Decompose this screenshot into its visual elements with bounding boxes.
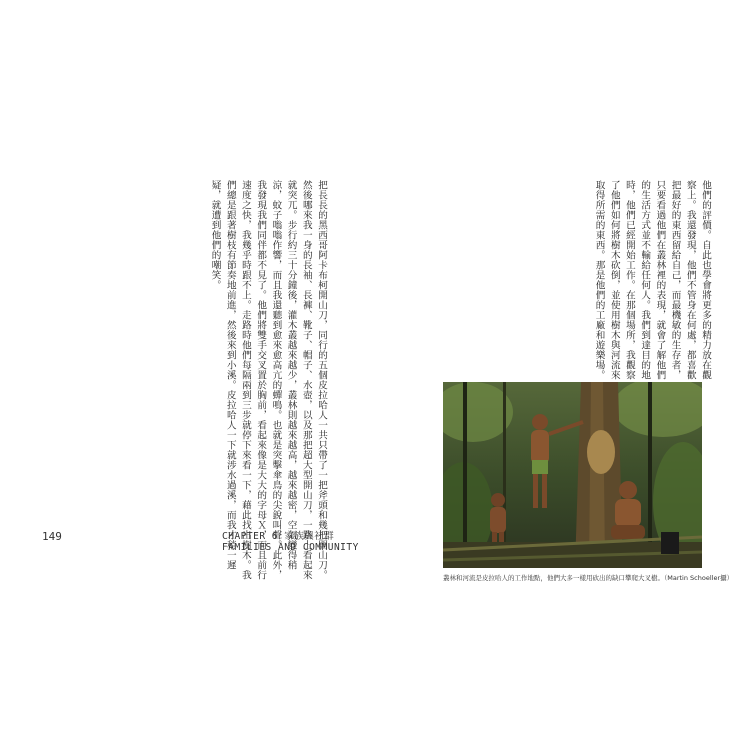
chapter-title-line: CHAPTER 6 家族與社群 xyxy=(222,531,335,542)
left-body-text: 把長長的黑西哥阿卡布柯開山刀，同行的五個皮拉哈人一共只帶了一把斧頭和幾把開山刀。然後哪來我一身的長袖、長褲、靴子、帽子、水壺，以及那把超大型開山刀，一路上看起來就突兀。步行約三十分鐘後，灌木叢越來越少，叢林則越來越高，越來越密，空氣變得稍涼，蚊子嗡嗡作響，而且我還聽到愈來愈高亢的蟬鳴。也就是突擊傘鳥的尖銳叫聲。此外，我發現我們同伴都不見了。他們將雙手交叉置於胸前，看起來像是大大的字母Ｘ，而且前行速度之快，我幾乎時跟不上。走路時他們每隔兩到三步就停下來看一下，藉此找出樹木。我們總是跟著樹枝有節奏地前進，然後來到小溪。皮拉哈人一下就涉水過溪，而我才稍一遲疑，就遭到他們的嘲笑。 xyxy=(209,180,327,580)
right-body-text: 他們的評價。自此也學會將更多的精力放在觀察上。我還發現，他們不管身在何處，都喜歡把最好的東西留給自己，而最機敏的生存者，只要看過他們在叢林裡的表現，就會了解他們的生活方式並不輸給任何人。我們到達目的地時，他們已經開始工作。在那個場所，我觀察了他們如何將樹木砍倒，並使用樹木與河流來取得所需的東西。那是他們的工廠和遊樂場。 xyxy=(593,180,711,380)
right-page xyxy=(403,60,734,690)
photo-caption: 叢林和河流是皮拉哈人的工作地點，他們大多一樣用砍出的缺口攀爬大叉樹。（Martin Schoeller攝） xyxy=(443,574,734,582)
chapter-subtitle-line: FAMILIES AND COMMUNITY xyxy=(222,542,359,553)
chapter-heading xyxy=(222,528,359,553)
page-number: 149 xyxy=(42,530,62,543)
jungle-photo-illustration xyxy=(443,382,702,568)
jungle-photo xyxy=(443,382,702,568)
left-page xyxy=(42,60,359,690)
